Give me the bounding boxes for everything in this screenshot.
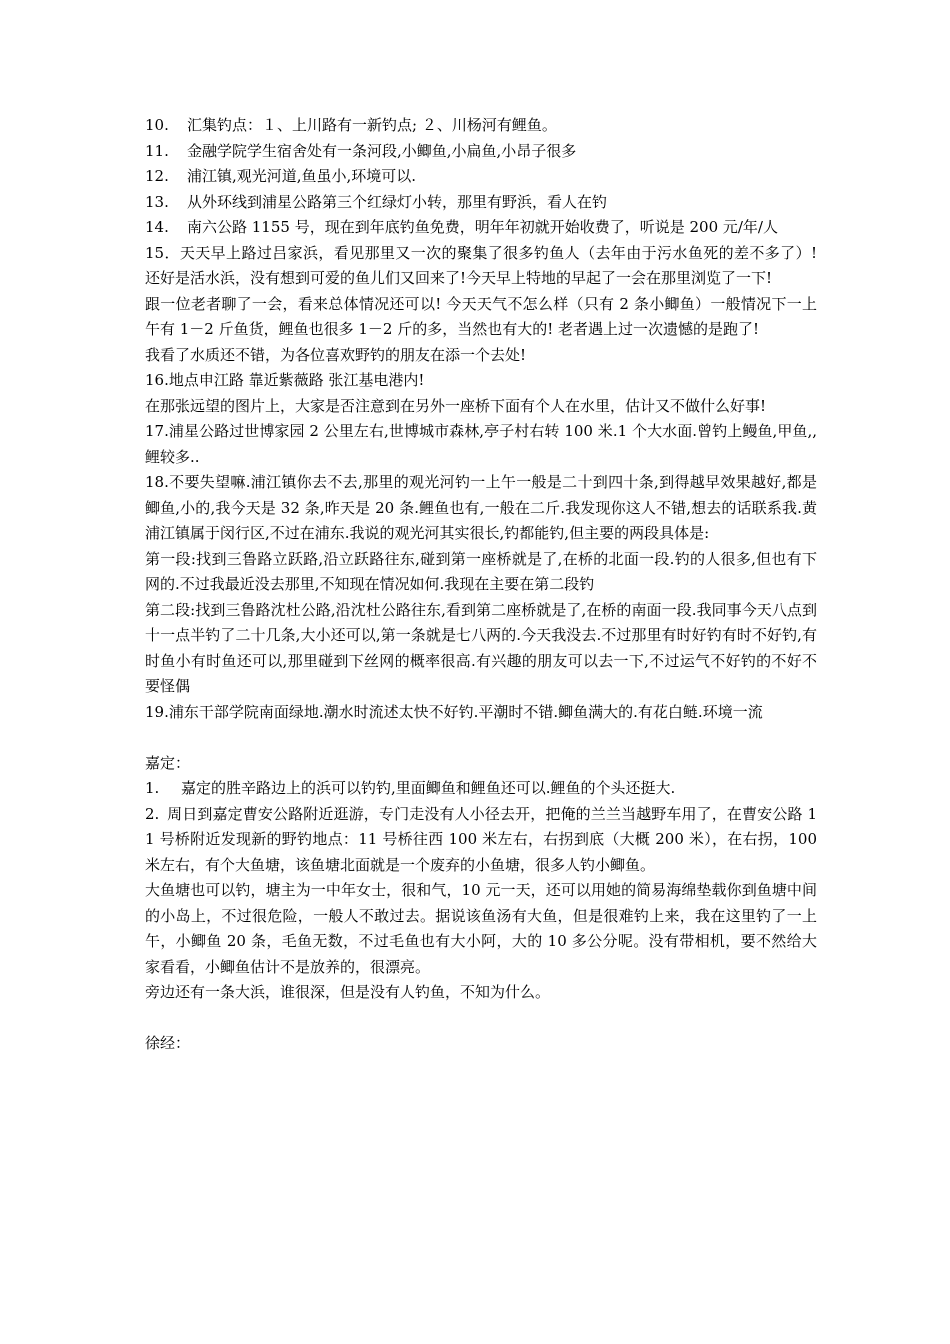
paragraph: 17.浦星公路过世博家园 2 公里左右,世博城市森林,亭子村右转 100 米.1 个大水面.曾钓上鳗鱼,甲鱼,,鲤较多.. xyxy=(145,422,817,466)
item-number: 10. xyxy=(145,116,169,134)
item-number: 12. xyxy=(145,167,169,185)
item-number: 2. xyxy=(145,804,160,823)
item-text: 汇集钓点：１、上川路有一新钓点; ２、川杨河有鲤鱼。 xyxy=(187,116,557,134)
paragraph: 大鱼塘也可以钓，塘主为一中年女士，很和气，10 元一天，还可以用她的简易海绵垫载你到鱼塘中间的小岛上，不过很危险，一般人不敢过去。据说该鱼汤有大鱼，但是很难钓上来，我在这里钓了一上午，小鲫鱼 20 条，毛鱼无数，不过毛鱼也有大小阿，大的 10 多公分呢。没有带相机，要不然给大家看看，小鲫鱼估计不是放养的，很漂亮。 xyxy=(145,881,817,976)
paragraph: 第一段:找到三鲁路立跃路,沿立跃路往东,碰到第一座桥就是了,在桥的北面一段.钓的人很多,但也有下网的.不过我最近没去那里,不知现在情况如何.我现在主要在第二段钓 xyxy=(145,549,817,593)
paragraph: 19.浦东干部学院南面绿地.潮水时流述太快不好钓.平潮时不错.鲫鱼满大的.有花白鲢.环境一流 xyxy=(145,702,763,721)
spacer xyxy=(145,1006,817,1032)
item-text: 周日到嘉定曹安公路附近逛游，专门走没有人小径去开，把俺的兰兰当越野车用了，在曹安公路 11 号桥附近发现新的野钓地点：11 号桥往西 100 米左右，右拐到底（大概 200 米），在右拐，100 米左右，有个大鱼塘，该鱼塘北面就是一个废弃的小鱼塘，很多人钓小鲫鱼。 xyxy=(145,804,817,874)
paragraph: 第二段:找到三鲁路沈杜公路,沿沈杜公路往东,看到第二座桥就是了,在桥的南面一段.我同事今天八点到十一点半钓了二十几条,大小还可以,第一条就是七八两的.今天我没去.不过那里有时好钓有时不好钓,有时鱼小有时鱼还可以,那里碰到下丝网的概率很高.有兴趣的朋友可以去一下,不过运气不好钓的不好不要怪偶 xyxy=(145,600,817,695)
paragraph: 15．天天早上路过吕家浜，看见那里又一次的聚集了很多钓鱼人（去年由于污水鱼死的差不多了）! 还好是活水浜，没有想到可爱的鱼儿们又回来了!今天早上特地的早起了一会在那里浏览了一下! xyxy=(145,243,817,287)
list-item xyxy=(145,802,817,879)
item-number: 14. xyxy=(145,218,169,236)
section-heading-xujing: 徐经： xyxy=(145,1034,191,1052)
paragraph: 旁边还有一条大浜，谁很深，但是没有人钓鱼，不知为什么。 xyxy=(145,983,551,1001)
paragraph: 跟一位老者聊了一会，看来总体情况还可以! 今天天气不怎么样（只有 2 条小鲫鱼）一般情况下一上午有 1－2 斤鱼货，鲤鱼也很多 1－2 斤的多，当然也有大的! 老者遇上过一次遗憾的是跑了! xyxy=(145,294,817,338)
list-item xyxy=(145,776,817,802)
list-item xyxy=(145,139,817,165)
item-text: 嘉定的胜辛路边上的浜可以钓钓,里面鲫鱼和鲤鱼还可以.鲤鱼的个头还挺大. xyxy=(181,779,676,797)
paragraph: 16.地点申江路 靠近紫薇路 张江基电港内! xyxy=(145,371,425,389)
item-number: 11. xyxy=(145,141,169,160)
list-item xyxy=(145,113,817,139)
item-text: 从外环线到浦星公路第三个红绿灯小转，那里有野浜，看人在钓 xyxy=(187,192,608,211)
document-body xyxy=(145,113,817,1057)
item-text: 南六公路 1155 号，现在到年底钓鱼免费，明年年初就开始收费了，听说是 200 元/年/人 xyxy=(187,218,778,236)
item-number: 13. xyxy=(145,192,169,211)
list-item xyxy=(145,190,817,216)
item-text: 浦江镇,观光河道,鱼虽小,环境可以. xyxy=(187,167,417,185)
paragraph: 在那张远望的图片上，大家是否注意到在另外一座桥下面有个人在水里，估计又不做什么好事! xyxy=(145,396,767,415)
list-item xyxy=(145,215,817,241)
paragraph: 我看了水质还不错，为各位喜欢野钓的朋友在添一个去处! xyxy=(145,345,527,364)
item-text: 金融学院学生宿舍处有一条河段,小鲫鱼,小扁鱼,小昂子很多 xyxy=(187,141,577,160)
section-heading-jiading: 嘉定： xyxy=(145,753,191,772)
item-number: 1. xyxy=(145,779,160,797)
list-item xyxy=(145,164,817,190)
spacer xyxy=(145,725,817,751)
paragraph: 18.不要失望嘛.浦江镇你去不去,那里的观光河钓一上午一般是二十到四十条,到得越早效果越好,都是鲫鱼,小的,我今天是 32 条,昨天是 20 条.鲤鱼也有,一般在二斤.我发现你这人不错,想去的话联系我.黄浦江镇属于闵行区,不过在浦东.我说的观光河其实很长,钓都能钓,但主要的两段具体是: xyxy=(145,473,817,542)
